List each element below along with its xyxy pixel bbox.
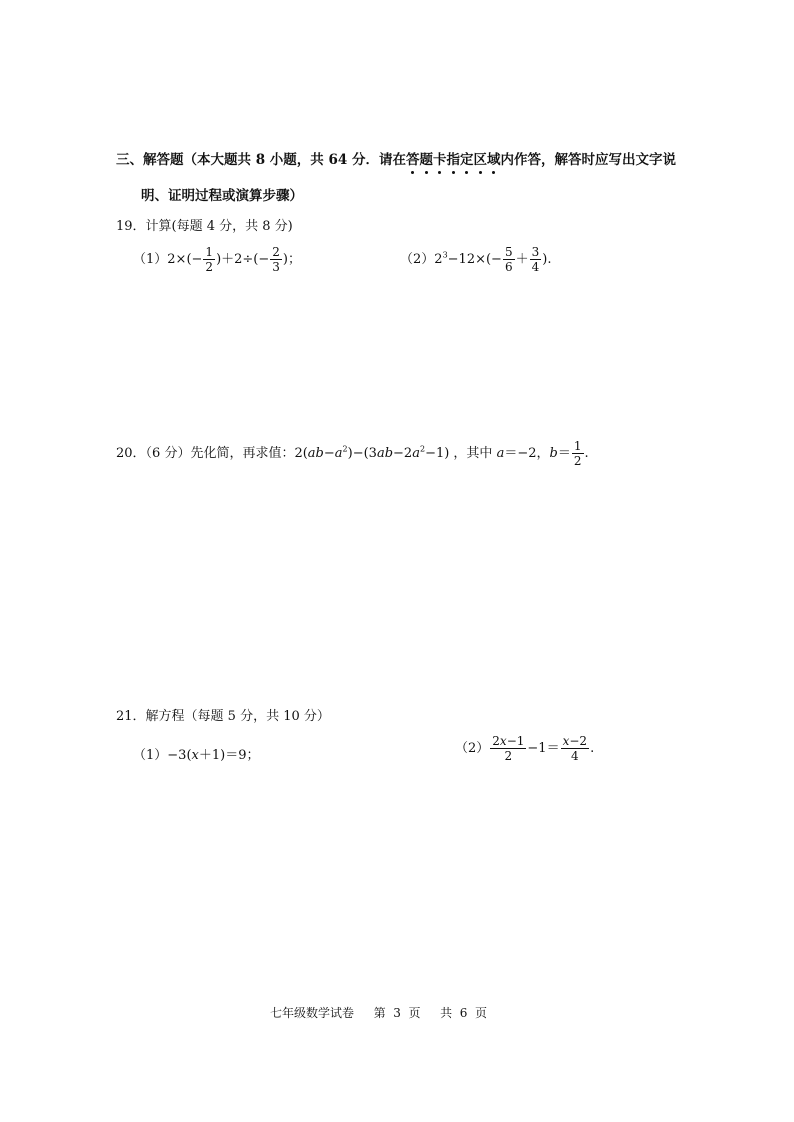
expr-text: −12×(− — [447, 252, 502, 267]
part-label: （2） — [400, 252, 435, 267]
variable: ab — [307, 446, 324, 461]
exponent: 2 — [419, 444, 426, 454]
page-footer: 七年级数学试卷 第 3 页 共 6 页 — [270, 1006, 488, 1020]
expr-text: . — [584, 446, 589, 461]
expr-text: −1) ，其中 — [425, 446, 497, 461]
variable: x — [191, 748, 199, 763]
section-title-part-b: 内作答，解答时应写出文字说 — [500, 152, 676, 168]
expr-text: −1＝ — [527, 741, 560, 756]
part-label: （1） — [133, 748, 168, 763]
q21-part2 — [455, 735, 594, 762]
expr-text: )； — [282, 252, 301, 267]
fraction — [530, 246, 542, 273]
exponent: 2 — [342, 444, 348, 454]
expr-text: −2 — [393, 446, 413, 461]
variable: a — [412, 446, 420, 461]
emphasis-char: 区 — [473, 152, 487, 168]
fraction-numerator: 3 — [531, 245, 540, 259]
fraction-numerator: 5 — [504, 245, 513, 259]
fraction — [572, 440, 584, 467]
expr-text: −3( — [167, 748, 192, 763]
expr-text: . — [590, 741, 595, 756]
fraction-numerator: 1 — [573, 439, 582, 453]
fraction — [561, 735, 589, 762]
emphasis-char: 答 — [406, 152, 420, 168]
emphasis-char: 定 — [460, 152, 474, 168]
expr-text: ＝−2， — [504, 446, 550, 461]
q19-part2 — [400, 246, 551, 273]
expr-text: ＋1)＝9； — [198, 748, 260, 763]
exponent: 3 — [442, 250, 448, 260]
expr-text: ＝ — [557, 446, 571, 461]
q21-part1 — [133, 744, 260, 763]
section-title-line2: 明、证明过程或演算步骤） — [141, 188, 303, 204]
fraction-denominator: 2 — [205, 260, 214, 274]
fraction — [270, 246, 282, 273]
fraction-numerator: 2 — [272, 245, 280, 259]
expr-text: 2( — [294, 446, 308, 461]
expr-text: − — [323, 446, 335, 461]
fraction-denominator: 3 — [272, 260, 280, 274]
variable: a — [334, 446, 343, 461]
emphasis-char: 域 — [487, 152, 501, 168]
fraction — [503, 246, 515, 273]
fraction-denominator: 4 — [531, 260, 540, 274]
section-title-part-a: 三、解答题（本大题共 8 小题，共 64 分．请在 — [116, 152, 406, 168]
section-title-line1 — [116, 148, 676, 168]
fraction-numerator: 1 — [205, 245, 214, 259]
fraction-numerator: x−2 — [562, 734, 588, 748]
expr-text: 2 — [434, 252, 443, 267]
variable: b — [549, 446, 558, 461]
fraction — [490, 735, 526, 762]
expr-text: 2×(− — [167, 252, 203, 267]
expr-text: )−(3 — [347, 446, 377, 461]
variable: a — [496, 446, 505, 461]
fraction-denominator: 4 — [571, 749, 579, 763]
q21-heading: 21．解方程（每题 5 分，共 10 分） — [116, 709, 330, 724]
q20 — [116, 440, 589, 467]
part-label: （1） — [133, 252, 168, 267]
fraction-denominator: 2 — [573, 454, 582, 468]
variable: ab — [376, 446, 394, 461]
q19-heading: 19．计算(每题 4 分，共 8 分) — [116, 219, 293, 234]
fraction-denominator: 2 — [504, 749, 513, 763]
fraction-denominator: 6 — [504, 260, 513, 274]
q19-part1 — [133, 246, 301, 273]
emphasis-char: 指 — [446, 152, 460, 168]
emphasis-char: 题 — [419, 152, 433, 168]
expr-text: ＋ — [515, 252, 529, 267]
expr-text: ). — [542, 252, 552, 267]
expr-text: )＋2÷(− — [216, 252, 270, 267]
emphasis-char: 卡 — [433, 152, 447, 168]
fraction-numerator: 2x−1 — [492, 734, 525, 748]
q20-lead: 20．（6 分）先化简，再求值： — [116, 446, 295, 461]
part-label: （2） — [455, 741, 490, 756]
fraction — [203, 246, 215, 273]
